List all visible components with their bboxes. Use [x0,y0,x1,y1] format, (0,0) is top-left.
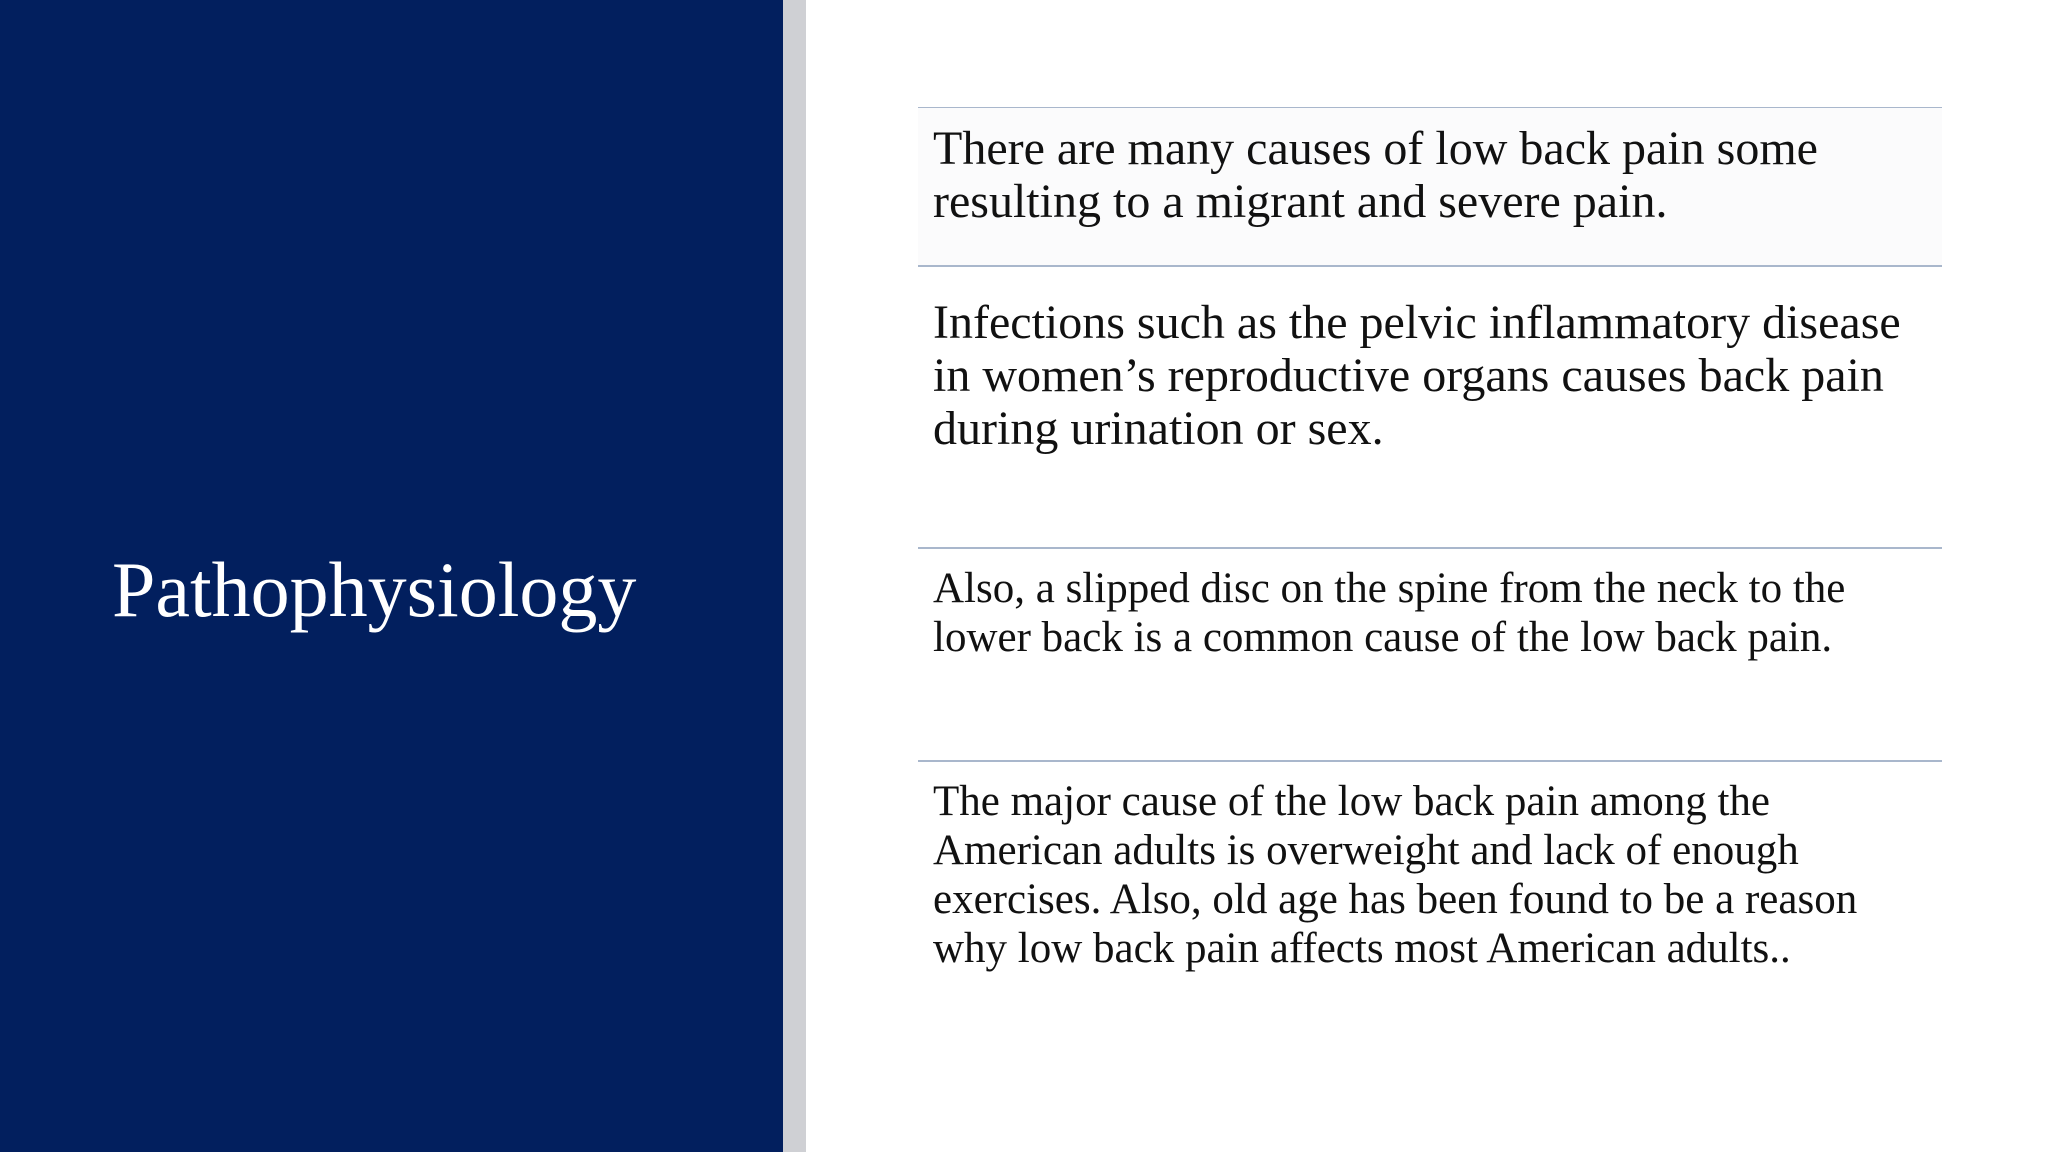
title-panel [0,0,783,1152]
bullet-block [918,108,1942,266]
bullet-text: There are many causes of low back pain some resulting to a migrant and severe pain. [933,122,1818,228]
bullet-text: Also, a slipped disc on the spine from the neck to the lower back is a common cause of the low back pain. [933,565,1846,661]
slide-title: Pathophysiology [112,546,637,633]
bullet-block [918,266,1942,548]
bullet-text: Infections such as the pelvic inflammatory disease in women’s reproductive organs causes back pain during urination or sex. [933,296,1901,455]
bullet-text: The major cause of the low back pain among the American adults is overweight and lack of enough exercises. Also, old age has been found to be a reason why low back pain affects most American adults.. [933,778,1858,972]
bullet-block [918,548,1942,761]
bullet-block [918,761,1942,1041]
panel-divider [783,0,806,1152]
